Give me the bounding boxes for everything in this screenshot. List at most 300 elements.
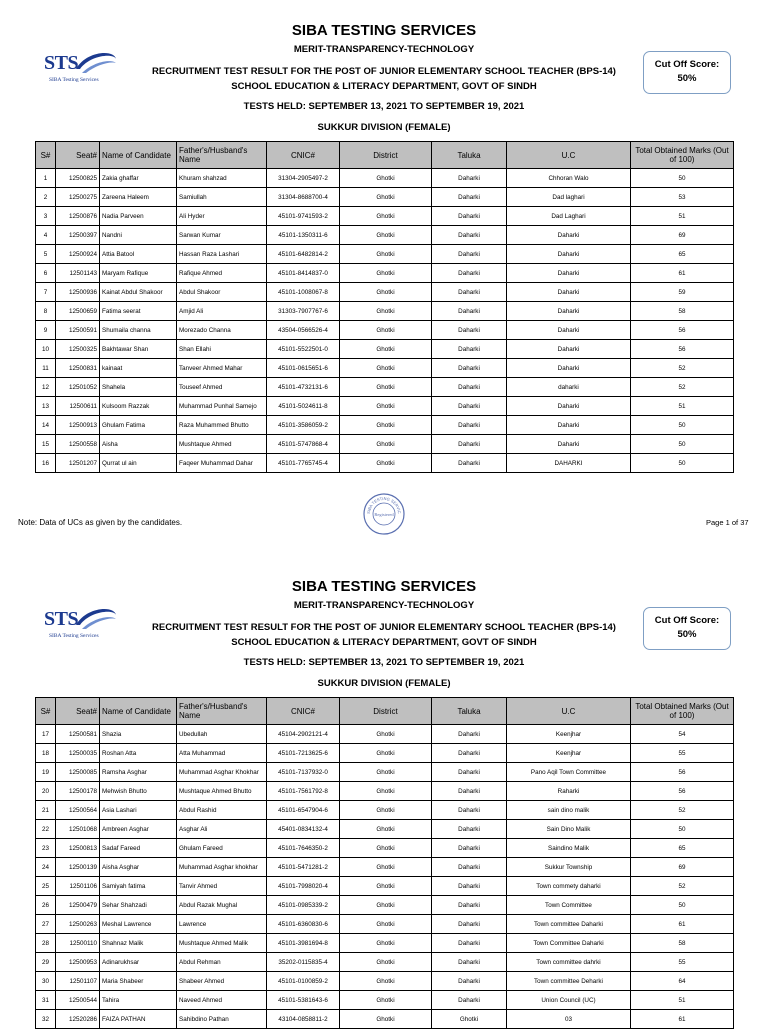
table-cell: 8 (36, 302, 56, 321)
table-row (36, 725, 734, 744)
table-cell: Hassan Raza Lashari (177, 245, 267, 264)
tagline: MERIT-TRANSPARENCY-TECHNOLOGY (293, 600, 475, 611)
table-row (36, 934, 734, 953)
table-row (36, 359, 734, 378)
table-cell: 45101-5471281-2 (267, 858, 340, 877)
table-row (36, 321, 734, 340)
table-cell: Tanveer Ahmed Mahar (177, 359, 267, 378)
table-cell: Daharki (432, 782, 507, 801)
table-cell: Daharki (432, 725, 507, 744)
table-cell: 12500825 (56, 169, 100, 188)
col-header: U.C (507, 142, 631, 169)
table-cell: 69 (631, 226, 734, 245)
table-row (36, 763, 734, 782)
table-cell: 45101-7765745-4 (267, 454, 340, 473)
table-cell: Ghotki (340, 896, 432, 915)
tests-held: TESTS HELD: SEPTEMBER 13, 2021 TO SEPTEMBER 19, 2021 (243, 101, 525, 112)
table-cell: Daharki (507, 302, 631, 321)
table-cell: Roshan Atta (100, 744, 177, 763)
table-row (36, 991, 734, 1010)
table-cell: Ghotki (340, 877, 432, 896)
table-cell: 10 (36, 340, 56, 359)
table-cell: Tanvir Ahmed (177, 877, 267, 896)
table-cell: Daharki (507, 416, 631, 435)
table-cell: Zakia ghaffar (100, 169, 177, 188)
table-cell: 12501143 (56, 264, 100, 283)
table-cell: 22 (36, 820, 56, 839)
table-cell: 56 (631, 782, 734, 801)
table-cell: 45104-2902121-4 (267, 725, 340, 744)
table-cell: Shabeer Ahmed (177, 972, 267, 991)
logo-text: STS (44, 52, 79, 74)
table-cell: Faqeer Muhammad Dahar (177, 454, 267, 473)
table-cell: 12500659 (56, 302, 100, 321)
table-cell: Ubedullah (177, 725, 267, 744)
org-title: SIBA TESTING SERVICES (291, 578, 477, 595)
table-cell: 19 (36, 763, 56, 782)
result-title: RECRUITMENT TEST RESULT FOR THE POST OF JUNIOR ELEMENTARY SCHOOL TEACHER (BPS-14) (152, 622, 616, 633)
table-cell: Ramsha Asghar (100, 763, 177, 782)
table-cell: 12500035 (56, 744, 100, 763)
table-cell: 15 (36, 435, 56, 454)
table-cell: 45101-6482814-2 (267, 245, 340, 264)
table-cell: Pano Aqil Town Committee (507, 763, 631, 782)
table-row (36, 858, 734, 877)
table-cell: 12500953 (56, 953, 100, 972)
table-cell: 12500139 (56, 858, 100, 877)
table-cell: 12501052 (56, 378, 100, 397)
table-cell: 24 (36, 858, 56, 877)
table-cell: Qurrat ul ain (100, 454, 177, 473)
table-cell: Daharki (432, 283, 507, 302)
table-cell: Ghotki (340, 801, 432, 820)
table-cell: Ghotki (340, 972, 432, 991)
table-cell: 50 (631, 454, 734, 473)
table-cell: Daharki (432, 858, 507, 877)
table-cell: 45101-5522501-0 (267, 340, 340, 359)
table-cell: 12520286 (56, 1010, 100, 1029)
table-cell: Ghotki (340, 359, 432, 378)
col-header: S# (36, 142, 56, 169)
table-cell: 6 (36, 264, 56, 283)
table-cell: Daharki (432, 169, 507, 188)
col-header: Total Obtained Marks (Out of 100) (631, 142, 734, 169)
results-table (35, 697, 734, 1029)
table-row (36, 953, 734, 972)
table-cell: 13 (36, 397, 56, 416)
table-cell: Zareena Haleem (100, 188, 177, 207)
table-cell: Ghotki (340, 397, 432, 416)
table-cell: 45101-6360830-6 (267, 915, 340, 934)
table-cell: 56 (631, 340, 734, 359)
table-cell: Attia Batool (100, 245, 177, 264)
table-cell: 52 (631, 877, 734, 896)
table-cell: Keenjhar (507, 725, 631, 744)
table-cell: Daharki (432, 264, 507, 283)
table-cell: Town committee Deharki (507, 972, 631, 991)
table-cell: 65 (631, 245, 734, 264)
table-cell: 45101-3981694-8 (267, 934, 340, 953)
table-cell: Samiullah (177, 188, 267, 207)
table-cell: Daharki (432, 972, 507, 991)
table-cell: Ghotki (340, 763, 432, 782)
table-cell: 45101-5747868-4 (267, 435, 340, 454)
table-row (36, 283, 734, 302)
table-cell: Muhammad Punhal Samejo (177, 397, 267, 416)
cutoff-value: 50% (677, 73, 697, 84)
col-header: Seat# (56, 698, 100, 725)
table-cell: Ghotki (340, 283, 432, 302)
table-cell: 51 (631, 207, 734, 226)
table-cell: 55 (631, 744, 734, 763)
col-header: S# (36, 698, 56, 725)
table-cell: 12500263 (56, 915, 100, 934)
table-cell: 12501107 (56, 972, 100, 991)
table-row (36, 207, 734, 226)
table-cell: Daharki (432, 302, 507, 321)
table-cell: Amjid Ali (177, 302, 267, 321)
table-cell: Daharki (432, 435, 507, 454)
table-cell: 52 (631, 801, 734, 820)
col-header: Father's/Husband's Name (177, 698, 267, 725)
table-cell: DAHARKI (507, 454, 631, 473)
table-cell: Rafique Ahmed (177, 264, 267, 283)
table-cell: Daharki (432, 188, 507, 207)
table-cell: 12500558 (56, 435, 100, 454)
table-cell: Mushtaque Ahmed Bhutto (177, 782, 267, 801)
table-cell: Daharki (432, 321, 507, 340)
table-cell: Ghotki (340, 934, 432, 953)
table-row (36, 744, 734, 763)
table-cell: 50 (631, 896, 734, 915)
table-cell: Ghotki (340, 915, 432, 934)
table-cell: 45101-1008067-8 (267, 283, 340, 302)
table-cell: 20 (36, 782, 56, 801)
table-cell: Daharki (507, 359, 631, 378)
table-cell: Ghotki (432, 1010, 507, 1029)
table-cell: 12501106 (56, 877, 100, 896)
table-cell: Ghotki (340, 378, 432, 397)
table-cell: Town commety daharki (507, 877, 631, 896)
table-cell: Daharki (432, 801, 507, 820)
col-header: District (340, 698, 432, 725)
table-cell: Ali Hyder (177, 207, 267, 226)
table-cell: Daharki (432, 416, 507, 435)
table-cell: Union Council (UC) (507, 991, 631, 1010)
division: SUKKUR DIVISION (FEMALE) (317, 122, 451, 133)
table-cell: 45101-7137932-0 (267, 763, 340, 782)
table-cell: Samiyah fatima (100, 877, 177, 896)
table-cell: 12500110 (56, 934, 100, 953)
table-cell: 50 (631, 435, 734, 454)
logo-text: STS (44, 608, 79, 630)
table-cell: Abdul Shakoor (177, 283, 267, 302)
table-cell: Sadaf Fareed (100, 839, 177, 858)
table-cell: Aisha Asghar (100, 858, 177, 877)
table-cell: Sain Dino Malik (507, 820, 631, 839)
table-row (36, 302, 734, 321)
table-cell: 18 (36, 744, 56, 763)
table-cell: Ghotki (340, 858, 432, 877)
table-cell: 45101-0985339-2 (267, 896, 340, 915)
table-cell: 12 (36, 378, 56, 397)
table-cell: 12500936 (56, 283, 100, 302)
table-cell: 45101-9741593-2 (267, 207, 340, 226)
table-cell: Daharki (432, 934, 507, 953)
table-row (36, 435, 734, 454)
stamp-center-text: Registered (374, 512, 394, 517)
table-cell: 58 (631, 302, 734, 321)
table-cell: 4 (36, 226, 56, 245)
table-cell: Nadia Parveen (100, 207, 177, 226)
col-header: U.C (507, 698, 631, 725)
table-row (36, 915, 734, 934)
table-row (36, 340, 734, 359)
table-cell: 65 (631, 839, 734, 858)
registered-stamp-icon (362, 492, 406, 536)
table-cell: 12500831 (56, 359, 100, 378)
table-cell: Meshal Lawrence (100, 915, 177, 934)
table-cell: Ghotki (340, 435, 432, 454)
table-cell: Touseef Ahmed (177, 378, 267, 397)
table-cell: 3 (36, 207, 56, 226)
table-cell: 23 (36, 839, 56, 858)
table-cell: Daharki (507, 340, 631, 359)
table-cell: 45101-0615651-6 (267, 359, 340, 378)
table-cell: Daharki (432, 245, 507, 264)
table-cell: Daharki (432, 763, 507, 782)
table-cell: Abdul Razak Mughal (177, 896, 267, 915)
table-cell: 31304-8688700-4 (267, 188, 340, 207)
col-header: Seat# (56, 142, 100, 169)
table-cell: 25 (36, 877, 56, 896)
table-cell: Muhammad Asghar khokhar (177, 858, 267, 877)
table-cell: Maryam Rafique (100, 264, 177, 283)
table-cell: Daharki (507, 226, 631, 245)
table-row (36, 801, 734, 820)
table-cell: Shahnaz Malik (100, 934, 177, 953)
table-cell: Naveed Ahmed (177, 991, 267, 1010)
table-cell: Adinarukhsar (100, 953, 177, 972)
table-cell: Ghotki (340, 953, 432, 972)
table-cell: 45101-6547904-6 (267, 801, 340, 820)
table-cell: 45101-7561792-8 (267, 782, 340, 801)
table-cell: 12500479 (56, 896, 100, 915)
table-cell: Daharki (432, 454, 507, 473)
tagline: MERIT-TRANSPARENCY-TECHNOLOGY (293, 44, 475, 55)
table-cell: 12500325 (56, 340, 100, 359)
table-cell: 50 (631, 169, 734, 188)
table-cell: Daharki (432, 226, 507, 245)
table-cell: Maria Shabeer (100, 972, 177, 991)
col-header: CNIC# (267, 142, 340, 169)
table-cell: 31 (36, 991, 56, 1010)
table-row (36, 972, 734, 991)
table-cell: 50 (631, 416, 734, 435)
department: SCHOOL EDUCATION & LITERACY DEPARTMENT, GOVT OF SINDH (231, 81, 537, 92)
table-cell: Daharki (432, 877, 507, 896)
table-cell: Daharki (432, 359, 507, 378)
table-cell: Kainat Abdul Shakoor (100, 283, 177, 302)
table-cell: Ghotki (340, 782, 432, 801)
table-cell: 53 (631, 188, 734, 207)
col-header: District (340, 142, 432, 169)
table-row (36, 1010, 734, 1029)
table-cell: 45101-3586059-2 (267, 416, 340, 435)
table-row (36, 454, 734, 473)
table-cell: 1 (36, 169, 56, 188)
table-cell: Mushtaque Ahmed Malik (177, 934, 267, 953)
col-header: CNIC# (267, 698, 340, 725)
table-cell: 28 (36, 934, 56, 953)
result-page (0, 556, 768, 1024)
table-cell: daharki (507, 378, 631, 397)
table-cell: Morezado Channa (177, 321, 267, 340)
table-cell: 54 (631, 725, 734, 744)
table-cell: Ghotki (340, 245, 432, 264)
table-cell: Daharki (507, 397, 631, 416)
table-row (36, 378, 734, 397)
table-cell: 11 (36, 359, 56, 378)
table-cell: 45101-5381643-6 (267, 991, 340, 1010)
col-header: Taluka (432, 698, 507, 725)
table-cell: Daharki (432, 340, 507, 359)
table-cell: Daharki (507, 435, 631, 454)
table-cell: Ghotki (340, 340, 432, 359)
table-cell: 12500924 (56, 245, 100, 264)
table-cell: 12500913 (56, 416, 100, 435)
tests-held: TESTS HELD: SEPTEMBER 13, 2021 TO SEPTEMBER 19, 2021 (243, 657, 525, 668)
table-cell: Ghotki (340, 226, 432, 245)
table-cell: Daharki (432, 896, 507, 915)
table-cell: 26 (36, 896, 56, 915)
table-cell: Dad laghari (507, 188, 631, 207)
table-cell: Town Committee Daharki (507, 934, 631, 953)
table-cell: 5 (36, 245, 56, 264)
table-cell: Daharki (432, 207, 507, 226)
table-cell: Muhammad Asghar Khokhar (177, 763, 267, 782)
table-cell: 56 (631, 763, 734, 782)
table-cell: Daharki (432, 915, 507, 934)
table-cell: 58 (631, 934, 734, 953)
table-cell: Ghotki (340, 169, 432, 188)
table-cell: 29 (36, 953, 56, 972)
table-cell: Ghotki (340, 991, 432, 1010)
table-cell: Saindino Malik (507, 839, 631, 858)
table-cell: Ghotki (340, 725, 432, 744)
table-cell: 45101-7998020-4 (267, 877, 340, 896)
table-cell: Raharki (507, 782, 631, 801)
table-cell: Ghotki (340, 302, 432, 321)
table-cell: Sehar Shahzadi (100, 896, 177, 915)
table-cell: Shan Ellahi (177, 340, 267, 359)
table-cell: 55 (631, 953, 734, 972)
table-row (36, 782, 734, 801)
table-cell: Town committee Daharki (507, 915, 631, 934)
table-cell: Shumaila channa (100, 321, 177, 340)
table-cell: Ghotki (340, 321, 432, 340)
table-cell: Ghotki (340, 744, 432, 763)
table-cell: Ghotki (340, 454, 432, 473)
table-cell: 45101-7213625-6 (267, 744, 340, 763)
table-cell: Ghotki (340, 416, 432, 435)
table-cell: 12500591 (56, 321, 100, 340)
table-row (36, 839, 734, 858)
table-cell: 14 (36, 416, 56, 435)
table-cell: Daharki (432, 953, 507, 972)
table-cell: Keenjhar (507, 744, 631, 763)
table-cell: 32 (36, 1010, 56, 1029)
table-cell: Town Committee (507, 896, 631, 915)
table-cell: 31303-7907767-6 (267, 302, 340, 321)
table-cell: Daharki (432, 744, 507, 763)
table-row (36, 226, 734, 245)
cutoff-box (643, 51, 731, 94)
table-cell: Ghotki (340, 264, 432, 283)
table-cell: 9 (36, 321, 56, 340)
table-cell: 69 (631, 858, 734, 877)
stamp-arc-text: SIBA TESTING SERVIC (365, 495, 403, 515)
table-cell: Town committee dahrki (507, 953, 631, 972)
table-row (36, 188, 734, 207)
table-cell: 45101-0100859-2 (267, 972, 340, 991)
table-cell: Asghar Ali (177, 820, 267, 839)
cutoff-label: Cut Off Score: (654, 615, 720, 626)
logo-subtitle: SIBA Testing Services (49, 77, 99, 83)
table-row (36, 397, 734, 416)
table-cell: Mehwish Bhutto (100, 782, 177, 801)
table-cell: Abdul Rehman (177, 953, 267, 972)
table-cell: Asia Lashari (100, 801, 177, 820)
footer-note: Note: Data of UCs as given by the candidates. (18, 518, 183, 527)
table-cell: Ghulam Fareed (177, 839, 267, 858)
table-cell: 64 (631, 972, 734, 991)
table-cell: 43504-0566526-4 (267, 321, 340, 340)
table-cell: 12500085 (56, 763, 100, 782)
table-cell: 45101-4732131-6 (267, 378, 340, 397)
table-cell: Ghotki (340, 188, 432, 207)
table-cell: Raza Muhammed Bhutto (177, 416, 267, 435)
cutoff-label: Cut Off Score: (654, 59, 720, 70)
table-cell: 12500611 (56, 397, 100, 416)
table-cell: Shazia (100, 725, 177, 744)
table-cell: Ghotki (340, 839, 432, 858)
table-cell: Ambreen Asghar (100, 820, 177, 839)
table-cell: 51 (631, 397, 734, 416)
table-cell: 03 (507, 1010, 631, 1029)
table-cell: 12501068 (56, 820, 100, 839)
table-row (36, 245, 734, 264)
table-cell: 12500813 (56, 839, 100, 858)
table-cell: 7 (36, 283, 56, 302)
result-title: RECRUITMENT TEST RESULT FOR THE POST OF JUNIOR ELEMENTARY SCHOOL TEACHER (BPS-14) (152, 66, 616, 77)
table-cell: Sahibdino Pathan (177, 1010, 267, 1029)
department: SCHOOL EDUCATION & LITERACY DEPARTMENT, GOVT OF SINDH (231, 637, 537, 648)
table-cell: 31304-2905497-2 (267, 169, 340, 188)
table-cell: Daharki (507, 321, 631, 340)
table-cell: Daharki (507, 283, 631, 302)
table-cell: 12500178 (56, 782, 100, 801)
table-row (36, 896, 734, 915)
table-cell: Daharki (432, 397, 507, 416)
table-cell: 30 (36, 972, 56, 991)
table-cell: Daharki (432, 820, 507, 839)
table-cell: Sukkur Township (507, 858, 631, 877)
table-cell: Ghulam Fatima (100, 416, 177, 435)
table-cell: 52 (631, 378, 734, 397)
table-cell: Atta Muhammad (177, 744, 267, 763)
table-cell: 12500397 (56, 226, 100, 245)
